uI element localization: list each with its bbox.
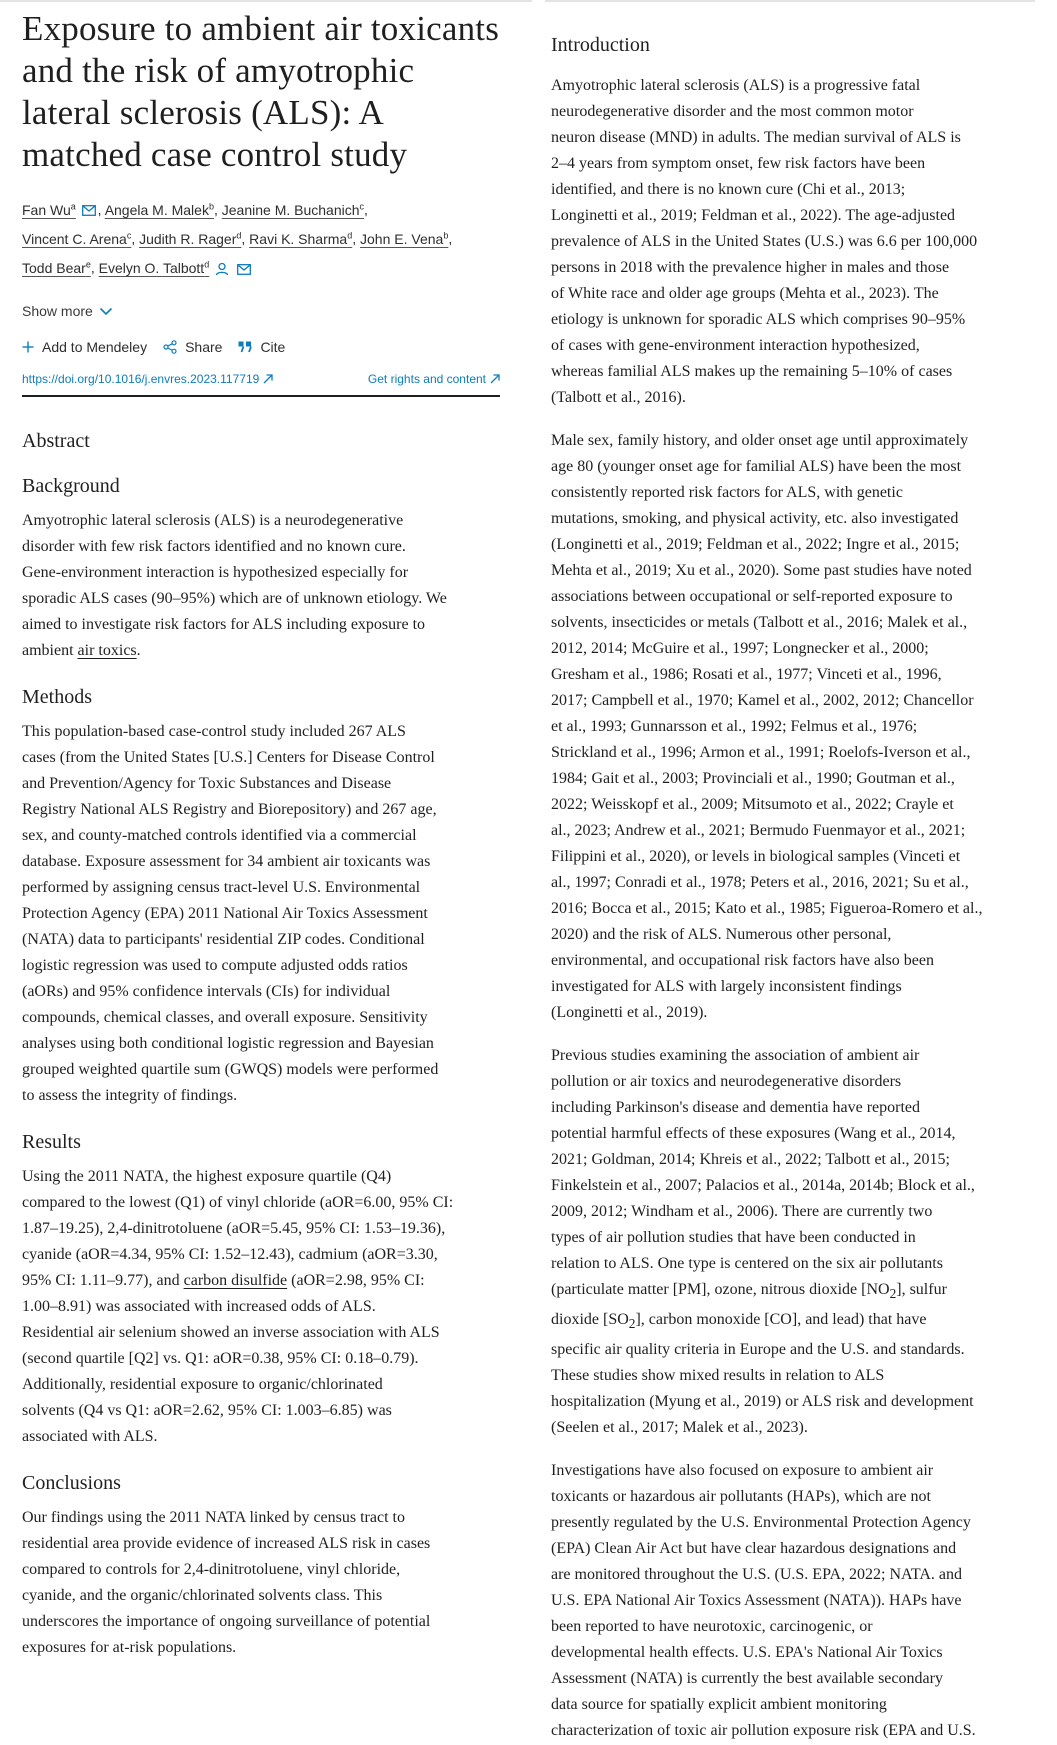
author-link[interactable]: Ravi K. Sharma$^d$: [249, 230, 353, 247]
methods-heading: Methods: [22, 686, 92, 709]
doi-link[interactable]: [22, 372, 273, 386]
background-text: Amyotrophic lateral sclerosis (ALS) is a neurodegenerative disorder with few risk factors identified and no known cure. Gene-environment interaction is hypothesized especially for sporadic ALS cases (90–95%) which are of unknown etiology. We aimed to investigate risk factors for ALS including exposure to ambient air toxics.: [22, 512, 447, 660]
share-icon: [163, 340, 177, 354]
share-button[interactable]: [163, 339, 222, 355]
intro-paragraph-3: Previous studies examining the association of ambient air pollution or air toxics and neurodegenerative disorders including Parkinson's disease and dementia have reported potential harmful effects of these exposures (Wang et al., 2014, 2021; Goldman, 2014; Khreis et al., 2022; Talbott et al., 2015; Finkelstein et al., 2007; Palacios et al., 2014a, 2014b; Block et al., 2009, 2012; Windham et al., 2006). There are currently two types of air pollution studies that have been conducted in relation to ALS. One type is centered on the six air pollutants (particulate matter [PM], ozone, nitrous dioxide $[NO_2]$, sulfur dioxide $[SO_2]$, carbon monoxide [CO], and lead) that have specific air quality criteria in Europe and the U.S. and standards. These studies show mixed results in relation to ALS hospitalization (Myung et al., 2019) or ALS risk and development (Seelen et al., 2017; Malek et al., 2023).: [551, 1047, 975, 1437]
author-list: Fan Wu$^a$ , Angela M. Malek$^b$, Jeanine M. Buchanich$^c$, Vincent C. Arena$^c$, Judith R. Rager$^d$, Ravi K. Sharma$^d$, John E. Vena$^b$, Todd Bear$^e$, Evelyn O. Talbott$^d$: [22, 201, 453, 276]
chevron-down-icon: [99, 307, 113, 316]
quote-icon: [238, 341, 252, 353]
abstract-heading: Abstract: [22, 430, 90, 453]
article-title: Exposure to ambient air toxicants and the risk of amyotrophic lateral sclerosis (ALS): A matched case control study: [22, 9, 500, 174]
intro-paragraph-4: Investigations have also focused on exposure to ambient air toxicants or hazardous air pollutants (HAPs), which are not presently regulated by the U.S. Environmental Protection Agency (EPA) Clean Air Act but have clear hazardous designations and are monitored throughout the U.S. (U.S. EPA, 2022; NATA. and U.S. EPA National Air Toxics Assessment (NATA)). HAPs have been reported to have neurotoxic, carcinogenic, or developmental health effects. U.S. EPA's National Air Toxics Assessment (NATA) is currently the best available secondary data source for spatially explicit ambient monitoring characterization of toxic air pollution exposure risk (EPA and U.S.: [551, 1462, 976, 1740]
show-more-label: Show more: [22, 303, 93, 320]
mail-icon[interactable]: [237, 264, 251, 275]
conclusions-heading: Conclusions: [22, 1472, 121, 1495]
author-link[interactable]: Angela M. Malek$^b$: [104, 201, 214, 218]
mail-icon[interactable]: [82, 205, 96, 216]
rights-link-text: Get rights and content: [367, 372, 486, 387]
author-link[interactable]: Vincent C. Arena$^c$: [22, 230, 132, 247]
author-link[interactable]: John E. Vena$^b$: [360, 230, 449, 247]
external-link-icon: [263, 374, 273, 384]
methods-text: This population-based case-control study included 267 ALS cases (from the United States [U.S.] Centers for Disease Control and Prevention/Agency for Toxic Substances and Disease Registry National ALS Registry and Biorepository) and 267 age, sex, and county-matched controls identified via a commercial database. Exposure assessment for 34 ambient air toxicants was performed by assigning census tract-level U.S. Environmental Protection Agency (EPA) 2011 National Air Toxics Assessment (NATA) data to participants' residential ZIP codes. Conditional logistic regression was used to compute adjusted odds ratios (aORs) and 95% confidence intervals (CIs) for individual compounds, chemical classes, and overall exposure. Sensitivity analyses using both conditional logistic regression and Bayesian grouped weighted quartile sum (GWQS) models were performed to assess the integrity of findings.: [22, 723, 439, 1105]
author-link[interactable]: Judith R. Rager$^d$: [139, 230, 242, 247]
cite-button[interactable]: [238, 339, 285, 355]
right-column: [551, 0, 1038, 1744]
author-link[interactable]: Evelyn O. Talbott$^d$: [98, 259, 210, 276]
introduction-heading: Introduction: [551, 34, 650, 56]
show-more-button[interactable]: [22, 303, 502, 319]
doi-link-text: https://doi.org/10.1016/j.envres.2023.117719: [22, 372, 260, 387]
conclusions-text: Our findings using the 2011 NATA linked by census tract to residential area provide evidence of increased ALS risk in cases compared to controls for 2,4-dinitrotoluene, vinyl chloride, cyanide, and the organic/chlorinated solvents class. This underscores the importance of ongoing surveillance of potential exposures for at-risk populations.: [22, 1509, 431, 1657]
header-divider: [22, 395, 500, 397]
author-link[interactable]: Jeanine M. Buchanich$^c$: [221, 201, 365, 218]
external-link-icon: [490, 374, 500, 384]
cite-label: Cite: [260, 339, 286, 356]
add-to-mendeley-label: Add to Mendeley: [42, 339, 148, 356]
rights-link[interactable]: [368, 372, 500, 386]
author-link[interactable]: Todd Bear$^e$: [22, 259, 91, 276]
air-toxics-link[interactable]: air toxics: [77, 642, 137, 660]
article-actions: [22, 339, 502, 355]
add-to-mendeley-button[interactable]: [22, 339, 147, 355]
intro-paragraph-1: Amyotrophic lateral sclerosis (ALS) is a progressive fatal neurodegenerative disorder and the most common motor neuron disease (MND) in adults. The median survival of ALS is 2–4 years from symptom onset, few risk factors have been identified, and there is no known cure (Chi et al., 2013; Longinetti et al., 2019; Feldman et al., 2022). The age-adjusted prevalence of ALS in the United States (U.S.) was 6.6 per 100,000 persons in 2018 with the prevalence higher in males and those of White race and older age groups (Mehta et al., 2023). The etiology is unknown for sporadic ALS which comprises 90–95% of cases with gene-environment interaction hypothesized, whereas familial ALS makes up the remaining 5–10% of cases (Talbott et al., 2016).: [551, 77, 978, 406]
article-links: [22, 372, 500, 386]
share-label: Share: [185, 339, 223, 356]
plus-icon: [22, 341, 34, 353]
person-icon[interactable]: [215, 262, 229, 276]
background-heading: Background: [22, 475, 120, 498]
results-heading: Results: [22, 1131, 81, 1154]
intro-paragraph-2: Male sex, family history, and older onset age until approximately age 80 (younger onset age for familial ALS) have been the most consistently reported risk factors for ALS, with genetic mutations, smoking, and physical activity, etc. also investigated (Longinetti et al., 2019; Feldman et al., 2022; Ingre et al., 2015; Mehta et al., 2019; Xu et al., 2020). Some past studies have noted associations between occupational or self-reported exposure to solvents, insecticides or metals (Talbott et al., 2016; Malek et al., 2012, 2014; McGuire et al., 1997; Longnecker et al., 2000; Gresham et al., 1986; Rosati et al., 1977; Vinceti et al., 1996, 2017; Campbell et al., 1970; Kamel et al., 2002, 2012; Chancellor et al., 1993; Gunnarsson et al., 1992; Felmus et al., 1976; Strickland et al., 1996; Armon et al., 1991; Roelofs-Iverson et al., 1984; Gait et al., 2003; Provinciali et al., 1990; Goutman et al., 2022; Weisskopf et al., 2009; Mitsumoto et al., 2022; Crayle et al., 2023; Andrew et al., 2021; Bermudo Fuenmayor et al., 2021; Filippini et al., 2020), or levels in biological samples (Vinceti et al., 1997; Conradi et al., 1978; Peters et al., 2016, 2021; Su et al., 2016; Bocca et al., 2015; Kato et al., 1985; Figueroa-Romero et al., 2020) and the risk of ALS. Numerous other personal, environmental, and occupational risk factors have also been investigated for ALS with largely inconsistent findings (Longinetti et al., 2019).: [551, 432, 983, 1021]
left-column: [22, 0, 502, 1661]
results-text: Using the 2011 NATA, the highest exposure quartile (Q4) compared to the lowest (Q1) of vinyl chloride (aOR=6.00, 95% CI: 1.87–19.25), 2,4-dinitrotoluene (aOR=5.45, 95% CI: 1.53–19.36), cyanide (aOR=4.34, 95% CI: 1.52–12.43), cadmium (aOR=3.30, 95% CI: 1.11–9.77), and carbon disulfide (aOR=2.98, 95% CI: 1.00–8.91) was associated with increased odds of ALS. Residential air selenium showed an inverse association with ALS (second quartile [Q2] vs. Q1: aOR=0.38, 95% CI: 0.18–0.79). Additionally, residential exposure to organic/chlorinated solvents (Q4 vs Q1: aOR=2.62, 95% CI: 1.003–6.85) was associated with ALS.: [22, 1168, 454, 1446]
carbon-disulfide-link[interactable]: carbon disulfide: [183, 1272, 288, 1290]
author-link[interactable]: Fan Wu$^a$: [22, 201, 76, 218]
